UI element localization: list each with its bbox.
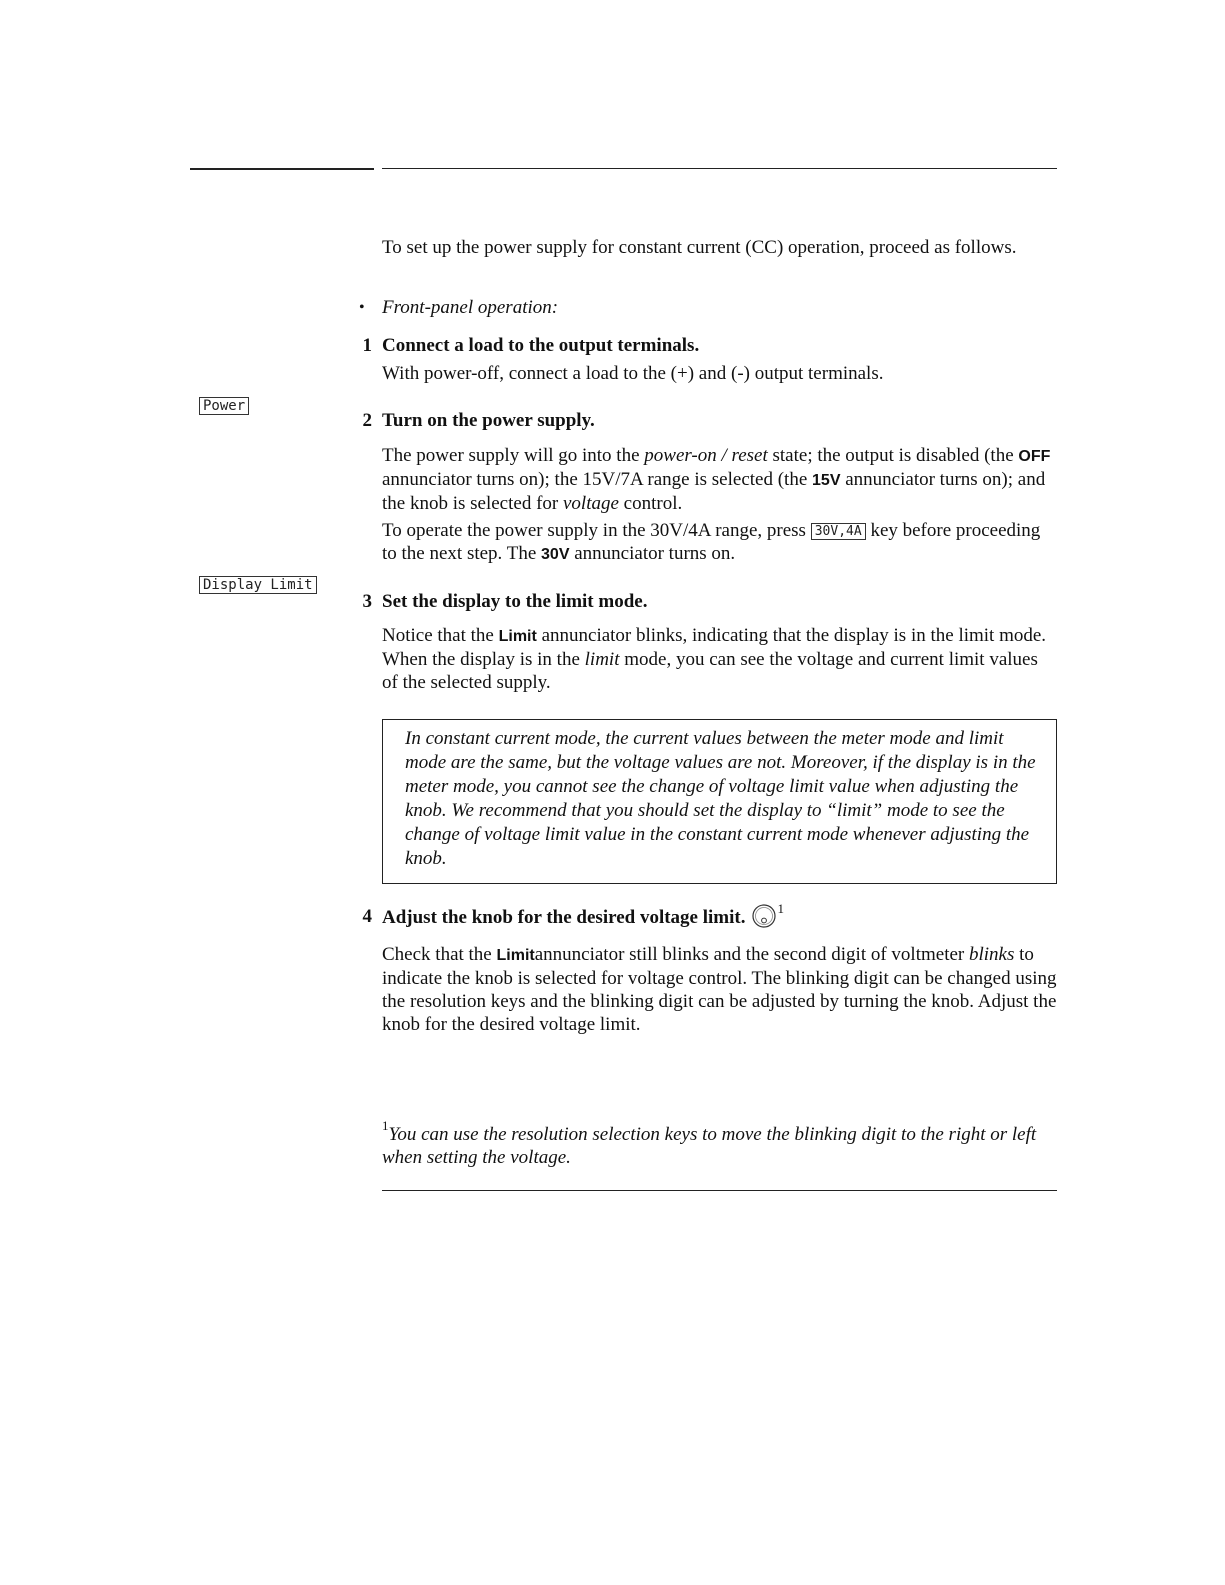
front-panel-label: Front-panel operation: — [382, 297, 559, 318]
header-rule-right — [382, 168, 1057, 169]
footnote-rule — [382, 1190, 1057, 1191]
step-4-body: Check that the Limitannunciator still blinks and the second digit of voltmeter blinks to indicate the knob is selected for voltage control. The blinking digit can be changed using the resolution keys and the blinking digit can be adjusted by turning the knob. Adjust the knob for the desired voltage limit. — [382, 944, 1057, 1035]
step-1-title: Connect a load to the output terminals. — [382, 335, 700, 356]
limit-annunciator: Limit — [498, 628, 537, 645]
limit-annunciator-2: Limit — [496, 947, 535, 964]
step-2-title: Turn on the power supply. — [382, 410, 595, 431]
step-2-paragraph-1: The power supply will go into the power-on / reset state; the output is disabled (the OFF annunciator turns on); the 15V/7A range is selected (the 15V annunciator turns on); and the knob is selected for voltage control. — [382, 445, 1051, 514]
step-4-number: 4 — [362, 906, 372, 927]
step-2-number: 2 — [362, 410, 372, 431]
display-limit-key: Display Limit — [199, 576, 317, 594]
step-3-title: Set the display to the limit mode. — [382, 591, 648, 612]
15v-annunciator: 15V — [812, 472, 841, 489]
step-2-paragraph-2: To operate the power supply in the 30V/4A range, press 30V,4A key before proceeding to the next step. The 30V annunciator turns on. — [382, 520, 1041, 564]
intro-paragraph: To set up the power supply for constant current (CC) operation, proceed as follows. — [382, 237, 1017, 258]
footnote: $^1$You can use the resolution selection keys to move the blinking digit to the right or left when setting the voltage. — [382, 1118, 1037, 1168]
step-3-number: 3 — [362, 591, 372, 612]
step-1-number: 1 — [362, 335, 372, 356]
header-rule-left — [190, 168, 374, 170]
power-key: Power — [199, 397, 249, 415]
30v-annunciator: 30V — [541, 546, 570, 563]
note-box: In constant current mode, the current values between the meter mode and limit mode are the same, but the voltage values are not. Moreover, if the display is in the meter mode, you cannot see the change of voltage limit value when adjusting the knob. We recommend that you should set the display to “limit” mode to see the change of voltage limit value in the constant current mode whenever adjusting the knob. — [382, 719, 1057, 884]
footnote-ref: 1 — [777, 901, 784, 916]
step-1-body: With power-off, connect a load to the (+) and (-) output terminals. — [382, 363, 884, 384]
step-4-title: Adjust the knob for the desired voltage limit. $^1$ — [382, 903, 784, 935]
30v-4a-key: 30V,4A — [811, 523, 866, 540]
knob-icon — [751, 903, 777, 935]
bullet-mark: • — [359, 299, 365, 316]
step-3-body: Notice that the Limit annunciator blinks, indicating that the display is in the limit mode. When the display is in the limit mode, you can see the voltage and current limit values of the selected supply. — [382, 625, 1047, 693]
off-annunciator: OFF — [1018, 448, 1051, 465]
